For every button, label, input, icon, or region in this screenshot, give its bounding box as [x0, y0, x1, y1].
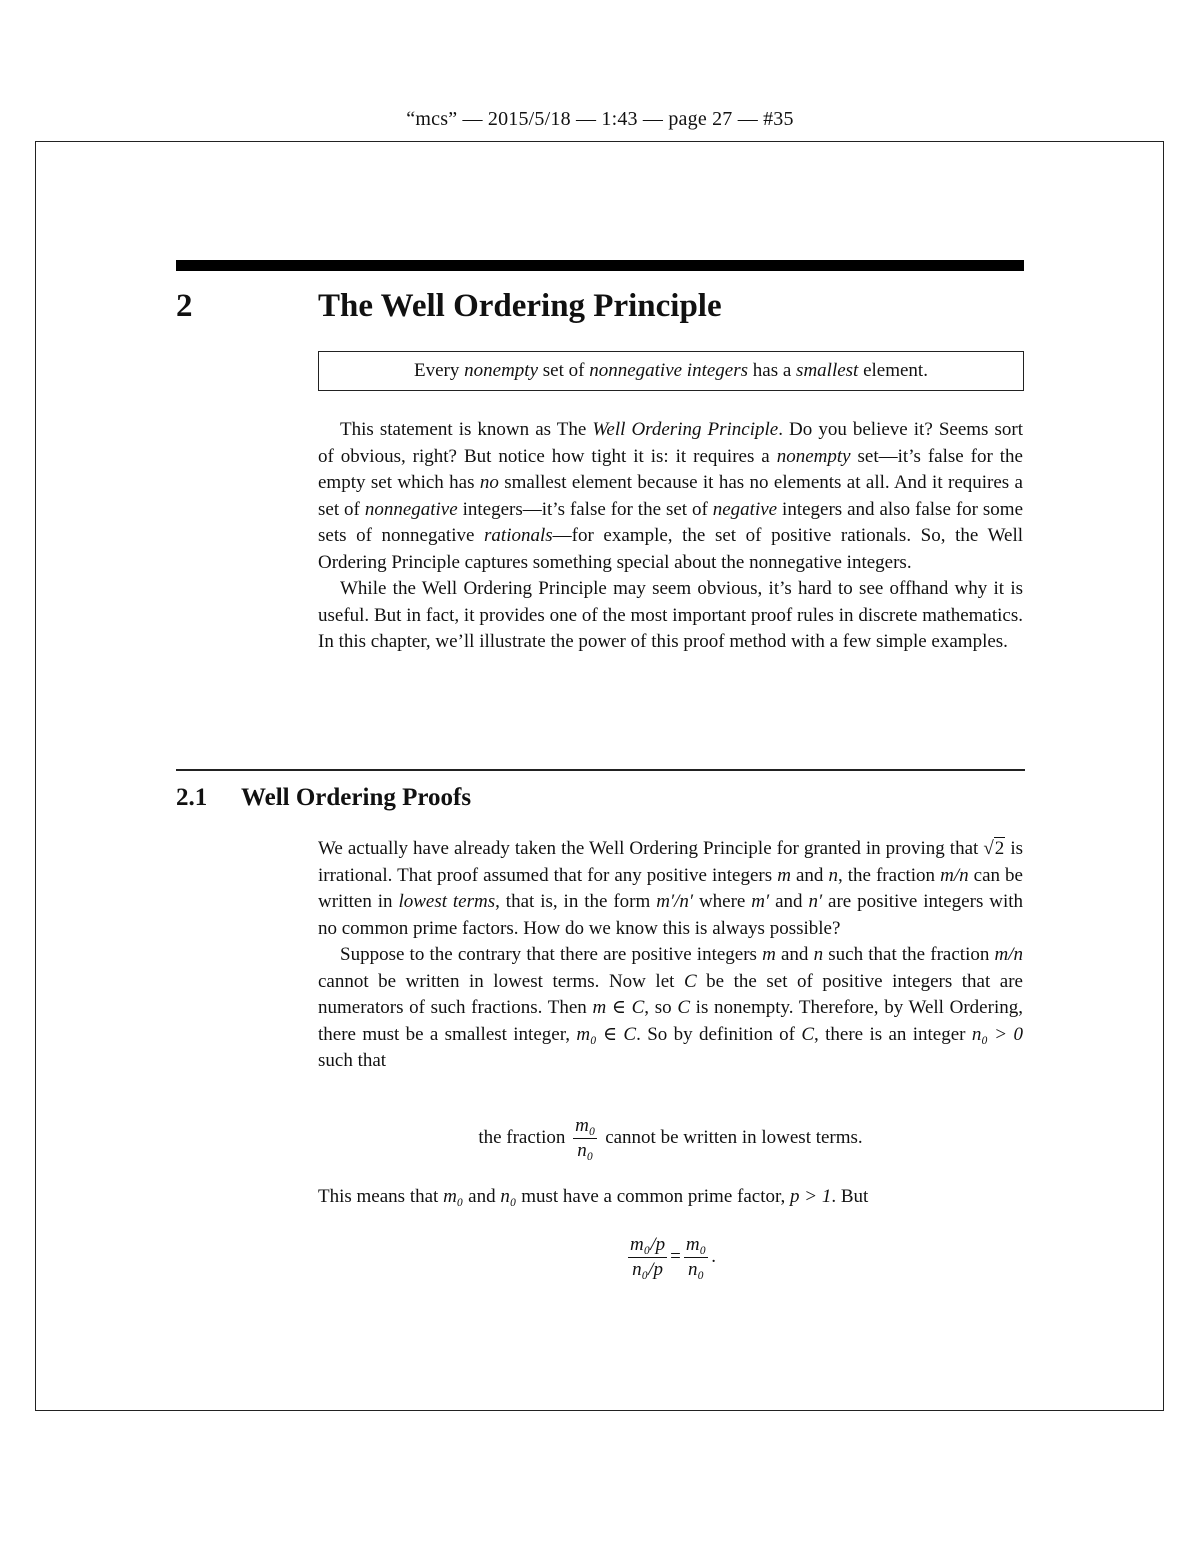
text-span: . So by definition of	[636, 1023, 802, 1045]
fraction	[573, 1114, 597, 1163]
math-var: n′	[808, 891, 823, 912]
running-header: “mcs” — 2015/5/18 — 1:43 — page 27 — #35	[406, 108, 794, 130]
chapter-rule	[176, 260, 1024, 271]
principle-emph: smallest	[796, 360, 859, 381]
math-expr: m ∈ C	[592, 997, 645, 1018]
text-span: is irrational. That proof assumed that for any positive integers	[318, 838, 1023, 886]
intro-paragraph-1	[318, 417, 1023, 576]
text-span: cannot be written in lowest terms. Now let	[318, 970, 684, 992]
intro-paragraph-2: While the Well Ordering Principle may seem obvious, it’s hard to see offhand why it is useful. But in fact, it provides one of the most important proof rules in discrete mathematics. In this chapter, we’ll illustrate the power of this proof method with a few simple examples.	[318, 578, 1023, 652]
text-span: must have a common prime factor,	[516, 1186, 791, 1207]
emph-span: lowest terms	[398, 891, 496, 912]
fraction	[628, 1233, 667, 1282]
math-expr: m′/n′	[656, 891, 694, 912]
math-expr: n₀ > 0	[971, 1023, 1023, 1045]
text-span: is nonempty. Therefore, by Well Ordering, there must be a smallest integer,	[318, 997, 1023, 1045]
body-paragraph-2	[318, 942, 1023, 1075]
fraction	[684, 1233, 708, 1282]
text-span: This means that	[318, 1186, 444, 1207]
text-span: and	[790, 864, 829, 886]
text-span: integers and also false for some sets of nonnegative	[318, 498, 1024, 546]
body-paragraph-3-block	[318, 1184, 1023, 1211]
text-span: be the set of positive integers that are numerators of such fractions. Then	[318, 970, 1023, 1018]
section-rule	[176, 769, 1025, 771]
text-span: We actually have already taken the Well Ordering Principle for granted in proving that	[318, 838, 984, 859]
math-var: C	[677, 997, 690, 1018]
fraction-numerator: m₀	[684, 1233, 708, 1258]
emph-span: Well Ordering Principle	[592, 419, 779, 440]
intro-text	[318, 417, 1023, 656]
section-number: 2.1	[176, 784, 208, 811]
text-span: cannot be written in lowest terms.	[600, 1126, 863, 1148]
text-span: integers—it’s false for the set of	[457, 498, 713, 520]
text-span: the fraction	[478, 1126, 571, 1148]
math-var: n₀	[500, 1186, 517, 1207]
fraction-denominator: n₀/p	[632, 1259, 664, 1280]
math-expr: p > 1	[790, 1186, 832, 1207]
math-var: m	[762, 944, 776, 965]
text-span: such that the fraction	[823, 944, 995, 965]
math-expr: m₀ ∈ C	[576, 1023, 637, 1045]
text-span: and	[463, 1186, 501, 1207]
text-span: . But	[831, 1186, 869, 1207]
text-span: are positive integers with no common prime factors. How do we know this is always possible?	[318, 891, 1024, 939]
page-frame	[35, 141, 1164, 1411]
text-span: and	[775, 944, 814, 965]
display-equation-2	[318, 1233, 1023, 1282]
text-span: —for example, the set of positive rationals. So, the Well Ordering Principle captures something special about the nonnegative integers.	[318, 525, 1023, 573]
text-span: can be written in	[318, 864, 1023, 912]
math-expr: m/n	[994, 944, 1024, 965]
chapter-number: 2	[176, 288, 193, 324]
text-span: . Do you believe it? Seems sort of obvious, right? But notice how tight it is: it requires a	[318, 419, 1023, 467]
chapter-title: The Well Ordering Principle	[318, 288, 722, 324]
principle-statement-box	[318, 351, 1024, 391]
principle-text: has a	[748, 360, 797, 381]
display-equation-1	[318, 1114, 1023, 1163]
emph-span: nonempty	[776, 445, 851, 467]
emph-span: no	[479, 472, 499, 493]
text-span: , the fraction	[837, 864, 941, 886]
text-span: , that is, in the form	[495, 891, 657, 912]
math-var: n	[813, 944, 824, 965]
text-span: and	[769, 891, 809, 912]
section-title: Well Ordering Proofs	[241, 784, 472, 811]
emph-span: nonnegative	[364, 498, 458, 520]
emph-span: negative	[712, 498, 778, 520]
sqrt-symbol: √	[983, 838, 994, 859]
principle-text: element.	[858, 360, 928, 381]
principle-emph: nonempty	[464, 360, 539, 381]
math-var: m₀	[443, 1186, 464, 1207]
math-var: m	[777, 864, 791, 886]
emph-span: rationals	[484, 525, 553, 546]
text-span: , so	[644, 997, 678, 1018]
text-span: such that	[318, 1050, 387, 1071]
text-span: This statement is known as The	[340, 419, 593, 440]
section-body	[318, 836, 1023, 1075]
text-span: Suppose to the contrary that there are positive integers	[340, 944, 763, 965]
fraction-denominator: n₀	[687, 1259, 705, 1280]
fraction-numerator: m₀	[573, 1114, 597, 1139]
principle-text: set of	[538, 360, 590, 381]
math-var: C	[683, 970, 697, 992]
principle-emph: nonnegative integers	[589, 360, 749, 381]
principle-text: Every	[414, 360, 465, 381]
math-var: m′	[751, 891, 770, 912]
math-var: n	[828, 864, 838, 886]
body-paragraph-3	[318, 1184, 1023, 1211]
text-span: where	[693, 891, 752, 912]
math-var: C	[801, 1023, 815, 1045]
text-span: smallest element because it has no elements at all. And it requires a set of	[318, 472, 1023, 520]
fraction-numerator: m₀/p	[628, 1233, 667, 1258]
text-span: , there is an integer	[814, 1023, 972, 1045]
fraction-denominator: n₀	[577, 1140, 594, 1161]
sqrt-argument: 2	[994, 838, 1005, 859]
text-span: set—it’s false for the empty set which has	[318, 445, 1023, 493]
text-span: .	[711, 1245, 716, 1267]
equals-sign: =	[670, 1245, 681, 1267]
math-expr: m/n	[940, 864, 969, 886]
body-paragraph-1	[318, 836, 1023, 942]
